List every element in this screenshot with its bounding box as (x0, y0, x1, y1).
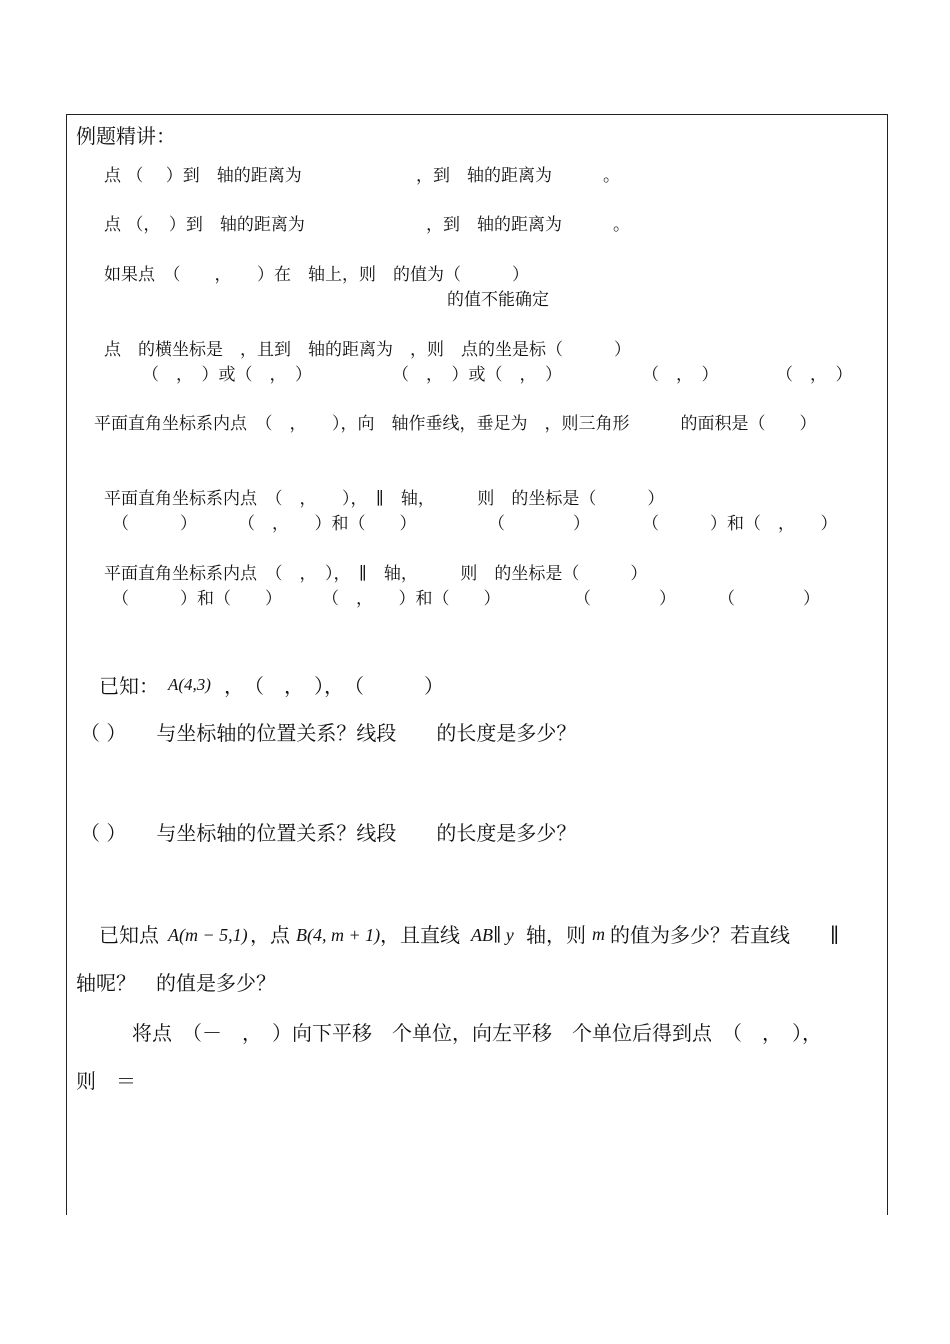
q7-option-b: （ ， ）和（ ） (322, 589, 501, 609)
q7-option-c: （ ） (574, 589, 676, 609)
q8-known-label: 已知： (99, 674, 159, 698)
q2-text-right: ，到 轴的距离为 。 (426, 215, 630, 235)
q7-option-d: （ ） (718, 589, 820, 609)
q9-line2: 轴呢？ 的值是多少？ (76, 971, 276, 995)
q6-option-d: （ ）和（ ， ） (642, 514, 838, 534)
q8-part1: （ ） 与坐标轴的位置关系？线段 的长度是多少？ (80, 721, 577, 745)
q8-known-rest: ， （ ， ）， （ ） (224, 674, 444, 698)
q2-text-left: 点 （， ）到 轴的距离为 (104, 215, 305, 235)
q9-text-2: ，点 (250, 923, 290, 947)
q10-line2: 则 ＝ (76, 1069, 136, 1093)
q6-option-a: （ ） (112, 514, 197, 534)
q10-line1: 将点 （－ ， ）向下平移 个单位，向左平移 个单位后得到点 （ ， ）， (132, 1021, 822, 1045)
q6-option-b: （ ， ）和（ ） (238, 514, 417, 534)
q9-text-4: 轴，则 (526, 923, 586, 947)
q9-math-m: m (592, 924, 605, 944)
q9-text-3: ，且直线 (380, 923, 460, 947)
q3-stem: 如果点 （ ， ）在 轴上，则 的值为（ ） (104, 265, 529, 285)
q8-part2: （ ） 与坐标轴的位置关系？线段 的长度是多少？ (80, 821, 577, 845)
q4-stem: 点 的横坐标是 ，且到 轴的距离为 ，则 点的坐是标（ ） (104, 340, 631, 360)
q8-point-a: A(4,3) (168, 675, 211, 694)
q4-option-a: （ ， ）或（ ， ） (142, 365, 312, 385)
q1-text-right: ，到 轴的距离为 。 (416, 166, 620, 186)
q3-note: 的值不能确定 (447, 290, 549, 310)
q5-stem: 平面直角坐标系内点 （ ， ），向 轴作垂线，垂足为 ，则三角形 的面积是（ ） (94, 414, 817, 434)
section-heading: 例题精讲： (76, 124, 176, 148)
q9-math-point-a: A(m − 5,1) (168, 925, 248, 945)
q6-stem: 平面直角坐标系内点 （ ， ）， ∥ 轴， 则 的坐标是（ ） (104, 489, 665, 509)
q4-option-c: （ ， ） (642, 365, 719, 385)
q9-text-5: 的值为多少？若直线 ∥ (610, 923, 840, 947)
q7-stem: 平面直角坐标系内点 （ ， ）， ∥ 轴， 则 的坐标是（ ） (104, 564, 648, 584)
q4-option-d: （ ， ） (776, 365, 853, 385)
q4-option-b: （ ， ）或（ ， ） (392, 365, 562, 385)
q6-option-c: （ ） (488, 514, 590, 534)
q9-text-1: 已知点 (99, 923, 159, 947)
q9-math-line: AB∥ y (471, 925, 514, 945)
q9-math-point-b: B(4, m + 1) (296, 925, 381, 945)
q7-option-a: （ ）和（ ） (112, 589, 282, 609)
q1-text-left: 点 （ ）到 轴的距离为 (104, 166, 302, 186)
